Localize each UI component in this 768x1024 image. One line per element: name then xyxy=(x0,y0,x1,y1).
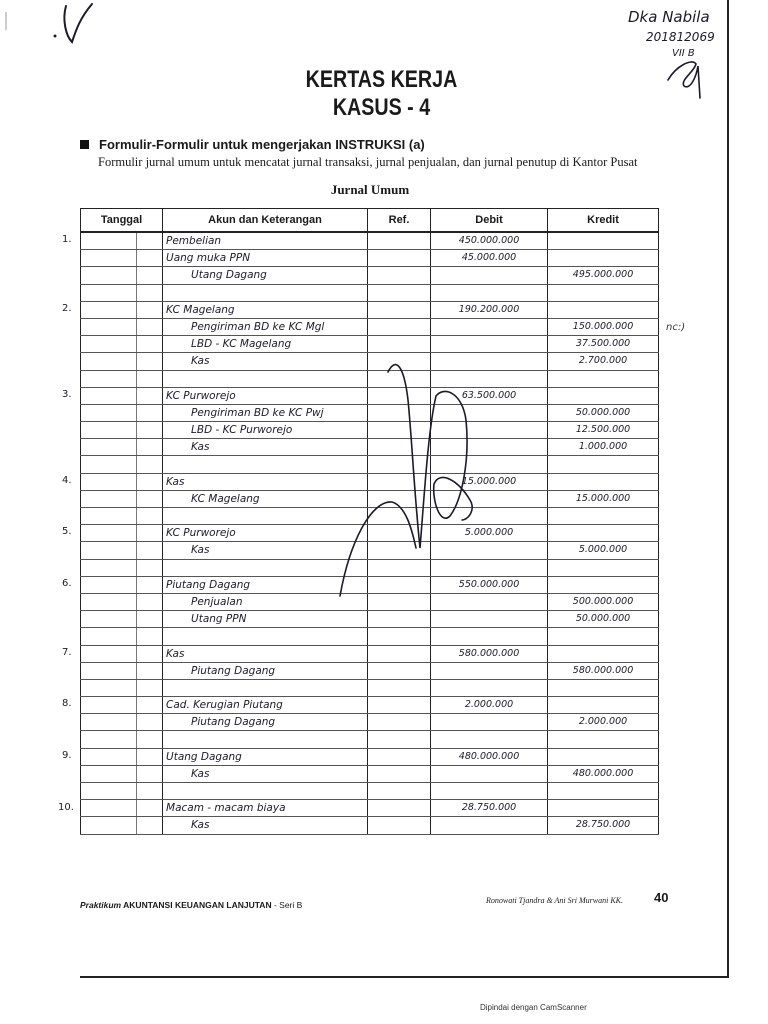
akun-cell: Utang PPN xyxy=(163,611,368,628)
section-heading-text: Formulir-Formulir untuk mengerjakan INSTRUKSI (a) xyxy=(99,137,425,152)
akun-cell: Cad. Kerugian Piutang xyxy=(163,697,368,714)
akun-cell: Uang muka PPN xyxy=(163,250,368,267)
kredit-cell: 580.000.000 xyxy=(548,662,659,679)
kredit-cell: 37.500.000 xyxy=(548,336,659,353)
debit-cell: 190.200.000 xyxy=(431,301,548,318)
kredit-cell: 500.000.000 xyxy=(548,593,659,610)
journal-title: Jurnal Umum xyxy=(330,182,410,197)
margin-note: nc:) xyxy=(664,322,686,333)
footer-series: - Seri B xyxy=(273,900,303,910)
kredit-cell: 50.000.000 xyxy=(548,611,659,628)
debit-cell: 5.000.000 xyxy=(431,525,548,542)
entry-number: 1. xyxy=(62,234,72,245)
entry-number: 5. xyxy=(62,526,72,538)
akun-cell: LBD - KC Magelang xyxy=(163,336,368,353)
kredit-cell: 150.000.000 xyxy=(548,318,659,335)
debit-cell: 480.000.000 xyxy=(431,748,548,765)
entry-number: 8. xyxy=(62,698,72,710)
kredit-cell: 12.500.000 xyxy=(548,422,659,439)
akun-cell: Kas xyxy=(163,439,368,456)
entry-number: 7. xyxy=(62,646,72,658)
check-mark-icon xyxy=(64,4,92,42)
kredit-cell: 2.000.000 xyxy=(548,714,659,731)
entry-number: 2. xyxy=(62,302,72,314)
student-id: 201812069 xyxy=(646,30,715,44)
student-class: VII B xyxy=(672,48,695,59)
akun-cell: Piutang Dagang xyxy=(163,714,368,731)
akun-cell: Kas xyxy=(163,645,368,662)
column-header-tanggal: Tanggal xyxy=(81,209,163,233)
akun-cell: Kas xyxy=(163,542,368,559)
page-title: KERTAS KERJA xyxy=(305,66,458,93)
entry-number: 10. xyxy=(58,801,74,813)
footer-prefix: Praktikum xyxy=(80,900,122,910)
footer-authors: Ronowati Tjandra & Ani Sri Murwani KK. xyxy=(486,896,623,905)
akun-cell: Utang Dagang xyxy=(163,267,368,284)
debit-cell: 450.000.000 xyxy=(431,232,548,250)
debit-cell: 15.000.000 xyxy=(431,473,548,490)
scanner-watermark: Dipindai dengan CamScanner xyxy=(480,1003,587,1012)
akun-cell: Kas xyxy=(163,353,368,370)
column-header-akun: Akun dan Keterangan xyxy=(163,209,368,233)
kredit-cell: 5.000.000 xyxy=(548,542,659,559)
kredit-cell: 1.000.000 xyxy=(548,439,659,456)
debit-cell: 2.000.000 xyxy=(431,697,548,714)
entry-number: 6. xyxy=(62,578,72,589)
footer-course xyxy=(80,900,302,910)
entry-number: 3. xyxy=(62,388,72,400)
section-description: Formulir jurnal umum untuk mencatat jurnal transaksi, jurnal penjualan, dan jurnal penutup di Kantor Pusat xyxy=(98,155,638,169)
akun-cell: Piutang Dagang xyxy=(163,662,368,679)
akun-cell: KC Purworejo xyxy=(163,387,368,404)
debit-cell: 550.000.000 xyxy=(431,576,548,593)
kredit-cell: 480.000.000 xyxy=(548,765,659,782)
page-subtitle: KASUS - 4 xyxy=(332,94,431,121)
debit-cell: 63.500.000 xyxy=(431,387,548,404)
akun-cell: Kas xyxy=(163,817,368,834)
akun-cell: KC Magelang xyxy=(163,301,368,318)
akun-cell: Utang Dagang xyxy=(163,748,368,765)
entry-number: 9. xyxy=(62,750,72,761)
footer-course-name: AKUNTANSI KEUANGAN LANJUTAN xyxy=(123,900,272,910)
signature-icon xyxy=(668,62,700,98)
akun-cell: Kas xyxy=(163,765,368,782)
akun-cell: Pembelian xyxy=(163,232,368,250)
column-header-ref: Ref. xyxy=(368,209,431,233)
column-header-debit: Debit xyxy=(431,209,548,233)
akun-cell: LBD - KC Purworejo xyxy=(163,422,368,439)
akun-cell: Macam - macam biaya xyxy=(163,800,368,817)
dot-mark xyxy=(54,35,57,38)
debit-cell: 580.000.000 xyxy=(431,645,548,662)
akun-cell: Pengiriman BD ke KC Mgl xyxy=(163,318,368,335)
akun-cell: Pengiriman BD ke KC Pwj xyxy=(163,404,368,421)
scribble-icon xyxy=(340,365,472,596)
debit-cell: 28.750.000 xyxy=(431,800,548,817)
entry-number: 4. xyxy=(62,474,72,486)
akun-cell: Kas xyxy=(163,473,368,490)
akun-cell: KC Purworejo xyxy=(163,525,368,542)
column-header-kredit: Kredit xyxy=(548,209,659,233)
kredit-cell: 15.000.000 xyxy=(548,490,659,507)
kredit-cell: 2.700.000 xyxy=(548,353,659,370)
page-number: 40 xyxy=(654,890,669,905)
akun-cell: Penjualan xyxy=(163,593,368,610)
akun-cell: Piutang Dagang xyxy=(163,576,368,593)
akun-cell: KC Magelang xyxy=(163,490,368,507)
student-name: Dka Nabila xyxy=(628,8,710,26)
kredit-cell: 28.750.000 xyxy=(548,817,659,834)
kredit-cell: 50.000.000 xyxy=(548,404,659,421)
kredit-cell: 495.000.000 xyxy=(548,267,659,284)
debit-cell: 45.000.000 xyxy=(431,250,548,267)
